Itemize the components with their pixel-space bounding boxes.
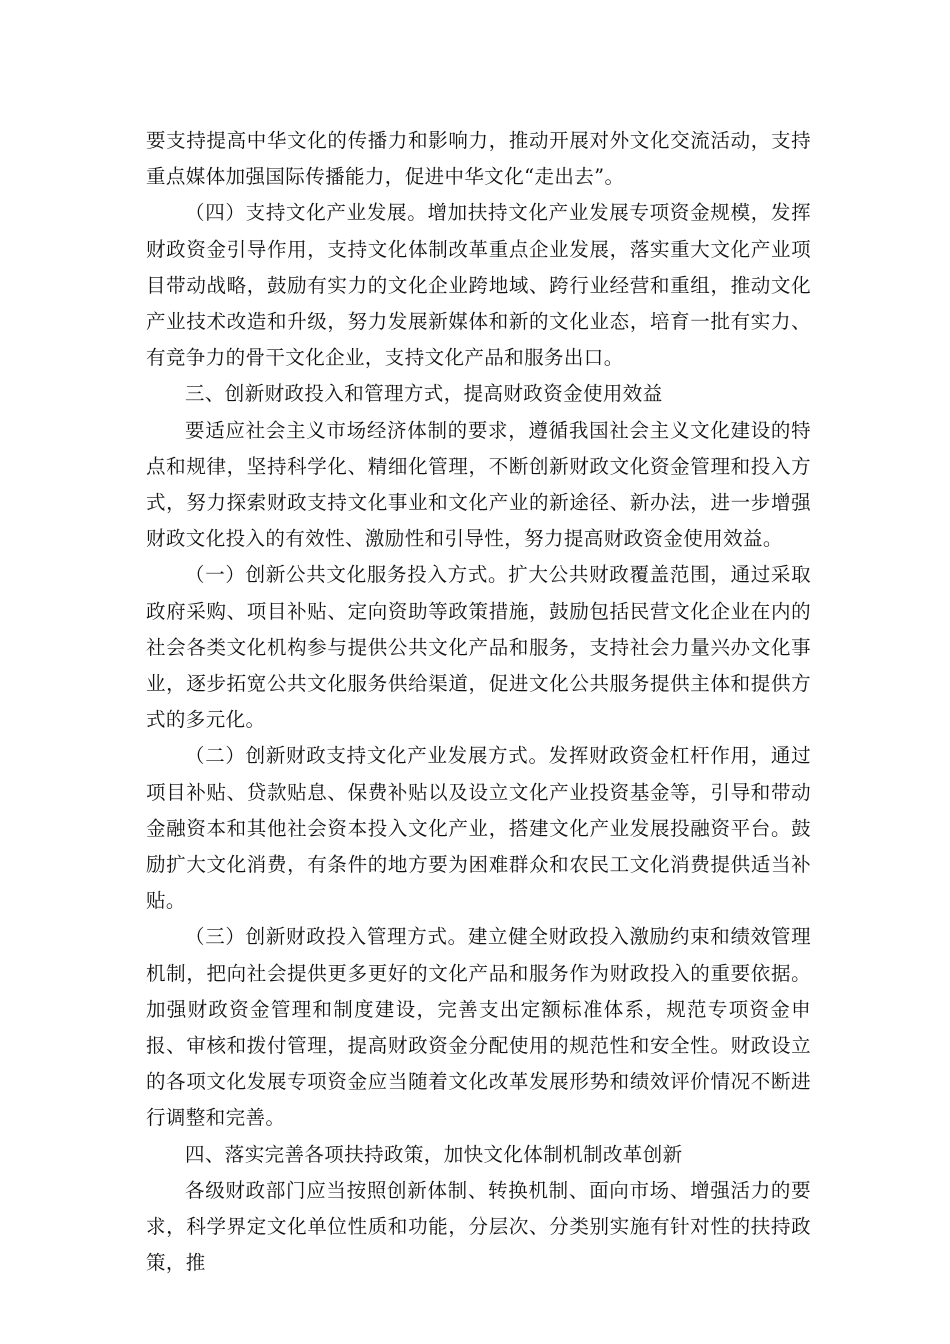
- paragraph-section-4-industry: （四）支持文化产业发展。增加扶持文化产业发展专项资金规模，发挥财政资金引导作用，支持文化体制改革重点企业发展，落实重大文化产业项目带动战略，鼓励有实力的文化企业跨地域、跨行业经营和重组，推动文化产业技术改造和升级，努力发展新媒体和新的文化业态，培育一批有实力、有竞争力的骨干文化企业，支持文化产品和服务出口。: [146, 201, 811, 370]
- paragraph-subsection-3: （三）创新财政投入管理方式。建立健全财政投入激励约束和绩效管理机制，把向社会提供更多更好的文化产品和服务作为财政投入的重要依据。加强财政资金管理和制度建设，完善支出定额标准体系，规范专项资金申报、审核和拨付管理，提高财政资金分配使用的规范性和安全性。财政设立的各项文化发展专项资金应当随着文化改革发展形势和绩效评价情况不断进行调整和完善。: [146, 925, 811, 1130]
- paragraph-1: 要支持提高中华文化的传播力和影响力，推动开展对外文化交流活动，支持重点媒体加强国际传播能力，促进中华文化“走出去”。: [146, 129, 811, 189]
- paragraph-subsection-2: （二）创新财政支持文化产业发展方式。发挥财政资金杠杆作用，通过项目补贴、贷款贴息、保费补贴以及设立文化产业投资基金等，引导和带动金融资本和其他社会资本投入文化产业，搭建文化产业发展投融资平台。鼓励扩大文化消费，有条件的地方要为困难群众和农民工文化消费提供适当补贴。: [146, 744, 811, 913]
- heading-section-3: 三、创新财政投入和管理方式，提高财政资金使用效益: [185, 382, 663, 406]
- paragraph-subsection-1: （一）创新公共文化服务投入方式。扩大公共财政覆盖范围，通过采取政府采购、项目补贴、定向资助等政策措施，鼓励包括民营文化企业在内的社会各类文化机构参与提供公共文化产品和服务，支持社会力量兴办文化事业，逐步拓宽公共文化服务供给渠道，促进文化公共服务提供主体和提供方式的多元化。: [146, 563, 811, 732]
- document-body: [146, 123, 811, 1282]
- paragraph-section-3-intro: 要适应社会主义市场经济体制的要求，遵循我国社会主义文化建设的特点和规律，坚持科学化、精细化管理，不断创新财政文化资金管理和投入方式，努力探索财政支持文化事业和文化产业的新途径、新办法，进一步增强财政文化投入的有效性、激励性和引导性，努力提高财政资金使用效益。: [146, 418, 811, 551]
- paragraph-section-4-intro: 各级财政部门应当按照创新体制、转换机制、面向市场、增强活力的要求，科学界定文化单位性质和功能，分层次、分类别实施有针对性的扶持政策，推: [146, 1178, 811, 1275]
- heading-section-4: 四、落实完善各项扶持政策，加快文化体制机制改革创新: [185, 1142, 683, 1166]
